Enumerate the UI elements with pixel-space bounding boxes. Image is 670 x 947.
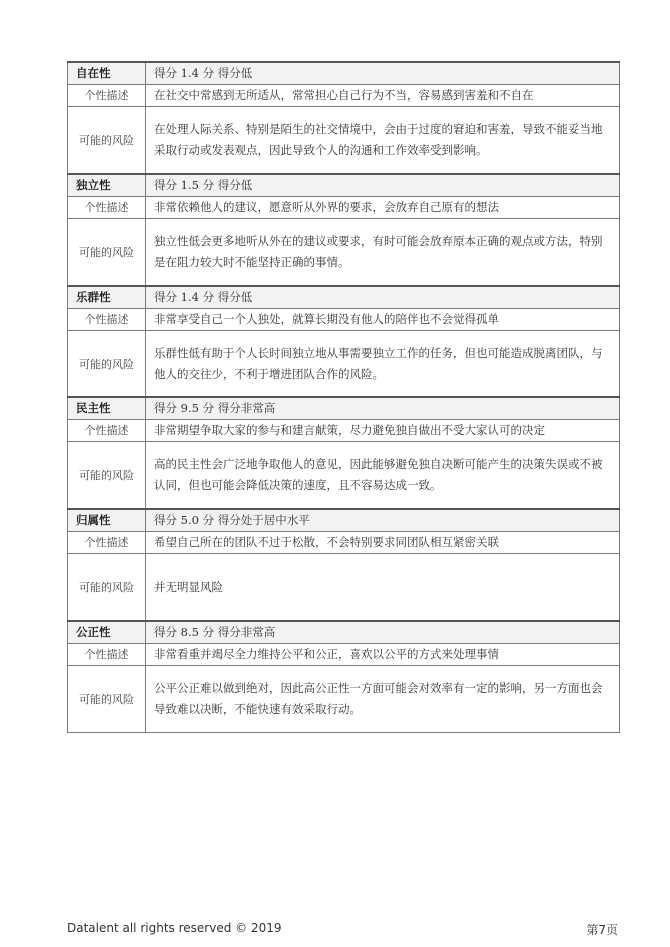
description-label: 个性描述 bbox=[68, 197, 146, 219]
trait-score: 得分 1.4 分 得分低 bbox=[146, 286, 620, 309]
trait-header-row bbox=[68, 62, 620, 85]
risk-label: 可能的风险 bbox=[68, 442, 146, 509]
risk-label: 可能的风险 bbox=[68, 331, 146, 398]
trait-header-row bbox=[68, 509, 620, 532]
risk-text: 高的民主性会广泛地争取他人的意见，因此能够避免独自决断可能产生的决策失误或不被认同，但也可能会降低决策的速度，且不容易达成一致。 bbox=[146, 442, 620, 509]
trait-table bbox=[67, 396, 620, 509]
trait-score: 得分 9.5 分 得分非常高 bbox=[146, 397, 620, 420]
description-label: 个性描述 bbox=[68, 532, 146, 554]
description-text: 希望自己所在的团队不过于松散，不会特别要求同团队相互紧密关联 bbox=[146, 532, 620, 554]
trait-description-row bbox=[68, 197, 620, 219]
trait-header-row bbox=[68, 621, 620, 644]
trait-score: 得分 5.0 分 得分处于居中水平 bbox=[146, 509, 620, 532]
description-text: 非常看重并竭尽全力维持公平和公正，喜欢以公平的方式来处理事情 bbox=[146, 644, 620, 666]
risk-label: 可能的风险 bbox=[68, 107, 146, 174]
trait-risk-row bbox=[68, 219, 620, 286]
trait-risk-row bbox=[68, 107, 620, 174]
trait-table bbox=[67, 508, 620, 621]
trait-name: 乐群性 bbox=[68, 286, 146, 309]
trait-score: 得分 1.5 分 得分低 bbox=[146, 174, 620, 197]
risk-text: 在处理人际关系、特别是陌生的社交情境中，会由于过度的窘迫和害羞，导致不能妥当地采取行动或发表观点，因此导致个人的沟通和工作效率受到影响。 bbox=[146, 107, 620, 174]
trait-table bbox=[67, 620, 620, 733]
risk-text: 独立性低会更多地听从外在的建议或要求，有时可能会放弃原本正确的观点或方法，特别是在阻力较大时不能坚持正确的事情。 bbox=[146, 219, 620, 286]
trait-description-row bbox=[68, 532, 620, 554]
trait-table bbox=[67, 285, 620, 398]
description-label: 个性描述 bbox=[68, 309, 146, 331]
trait-table bbox=[67, 61, 620, 174]
risk-text: 并无明显风险 bbox=[146, 554, 620, 621]
trait-description-row bbox=[68, 420, 620, 442]
trait-name: 公正性 bbox=[68, 621, 146, 644]
trait-header-row bbox=[68, 174, 620, 197]
trait-risk-row bbox=[68, 554, 620, 621]
trait-score: 得分 8.5 分 得分非常高 bbox=[146, 621, 620, 644]
description-text: 非常依赖他人的建议，愿意听从外界的要求，会放弃自己原有的想法 bbox=[146, 197, 620, 219]
trait-description-row bbox=[68, 85, 620, 107]
trait-table bbox=[67, 173, 620, 286]
description-label: 个性描述 bbox=[68, 85, 146, 107]
description-text: 在社交中常感到无所适从，常常担心自己行为不当，容易感到害羞和不自在 bbox=[146, 85, 620, 107]
trait-header-row bbox=[68, 397, 620, 420]
trait-description-row bbox=[68, 644, 620, 666]
trait-name: 民主性 bbox=[68, 397, 146, 420]
description-label: 个性描述 bbox=[68, 644, 146, 666]
trait-name: 归属性 bbox=[68, 509, 146, 532]
trait-risk-row bbox=[68, 442, 620, 509]
risk-text: 乐群性低有助于个人长时间独立地从事需要独立工作的任务，但也可能造成脱离团队，与他人的交往少，不利于增进团队合作的风险。 bbox=[146, 331, 620, 398]
description-label: 个性描述 bbox=[68, 420, 146, 442]
trait-name: 自在性 bbox=[68, 62, 146, 85]
trait-score: 得分 1.4 分 得分低 bbox=[146, 62, 620, 85]
trait-description-row bbox=[68, 309, 620, 331]
trait-risk-row bbox=[68, 331, 620, 398]
description-text: 非常享受自己一个人独处，就算长期没有他人的陪伴也不会觉得孤单 bbox=[146, 309, 620, 331]
risk-label: 可能的风险 bbox=[68, 219, 146, 286]
trait-name: 独立性 bbox=[68, 174, 146, 197]
page-number: 第7页 bbox=[586, 923, 618, 937]
trait-risk-row bbox=[68, 666, 620, 733]
description-text: 非常期望争取大家的参与和建言献策，尽力避免独自做出不受大家认可的决定 bbox=[146, 420, 620, 442]
trait-header-row bbox=[68, 286, 620, 309]
risk-label: 可能的风险 bbox=[68, 554, 146, 621]
footer-copyright: Datalent all rights reserved © 2019 bbox=[67, 921, 282, 935]
risk-text: 公平公正难以做到绝对，因此高公正性一方面可能会对效率有一定的影响，另一方面也会导致难以决断，不能快速有效采取行动。 bbox=[146, 666, 620, 733]
risk-label: 可能的风险 bbox=[68, 666, 146, 733]
